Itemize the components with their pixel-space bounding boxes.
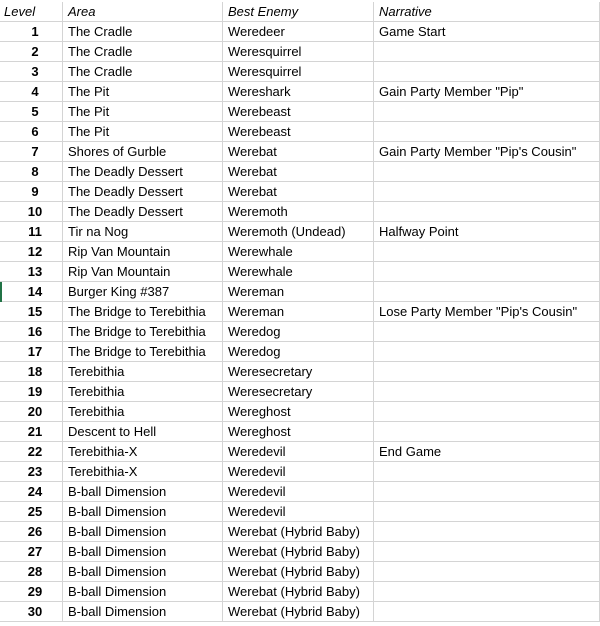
level-cell[interactable]: 18 — [0, 362, 63, 382]
best-enemy-cell[interactable]: Weredevil — [223, 442, 374, 462]
area-cell[interactable]: Terebithia — [63, 362, 223, 382]
level-cell[interactable]: 27 — [0, 542, 63, 562]
level-cell[interactable]: 5 — [0, 102, 63, 122]
best-enemy-cell[interactable]: Weredog — [223, 342, 374, 362]
level-cell[interactable]: 23 — [0, 462, 63, 482]
best-enemy-cell[interactable]: Wereman — [223, 282, 374, 302]
level-cell[interactable]: 24 — [0, 482, 63, 502]
area-cell[interactable]: B-ball Dimension — [63, 602, 223, 622]
area-cell[interactable]: Shores of Gurble — [63, 142, 223, 162]
area-cell[interactable]: The Pit — [63, 122, 223, 142]
narrative-cell[interactable] — [374, 482, 600, 502]
table-row — [0, 382, 600, 402]
table-row — [0, 462, 600, 482]
area-cell[interactable]: The Cradle — [63, 42, 223, 62]
level-cell[interactable]: 1 — [0, 22, 63, 42]
area-cell[interactable]: B-ball Dimension — [63, 482, 223, 502]
best-enemy-cell[interactable]: Werebat (Hybrid Baby) — [223, 562, 374, 582]
narrative-cell[interactable] — [374, 322, 600, 342]
narrative-cell[interactable] — [374, 202, 600, 222]
table-row — [0, 582, 600, 602]
narrative-cell[interactable] — [374, 522, 600, 542]
area-cell[interactable]: The Cradle — [63, 22, 223, 42]
best-enemy-cell[interactable]: Wereman — [223, 302, 374, 322]
level-cell[interactable]: 6 — [0, 122, 63, 142]
level-cell[interactable]: 13 — [0, 262, 63, 282]
area-cell[interactable]: Rip Van Mountain — [63, 262, 223, 282]
area-cell[interactable]: The Bridge to Terebithia — [63, 342, 223, 362]
table-row — [0, 322, 600, 342]
best-enemy-cell[interactable]: Weremoth (Undead) — [223, 222, 374, 242]
row-indicator — [0, 282, 2, 302]
area-cell[interactable]: Descent to Hell — [63, 422, 223, 442]
narrative-cell[interactable] — [374, 562, 600, 582]
area-cell[interactable]: The Bridge to Terebithia — [63, 322, 223, 342]
level-cell[interactable]: 15 — [0, 302, 63, 322]
best-enemy-cell[interactable]: Wereshark — [223, 82, 374, 102]
table-row — [0, 262, 600, 282]
table-row — [0, 102, 600, 122]
narrative-cell[interactable] — [374, 582, 600, 602]
narrative-cell[interactable] — [374, 122, 600, 142]
table-row — [0, 282, 600, 302]
best-enemy-cell[interactable]: Weredevil — [223, 482, 374, 502]
narrative-cell[interactable] — [374, 342, 600, 362]
area-cell[interactable]: B-ball Dimension — [63, 542, 223, 562]
area-cell[interactable]: Terebithia-X — [63, 442, 223, 462]
narrative-cell[interactable] — [374, 102, 600, 122]
table-row — [0, 522, 600, 542]
table-row — [0, 442, 600, 462]
table-row — [0, 562, 600, 582]
best-enemy-cell[interactable]: Wereghost — [223, 422, 374, 442]
level-cell[interactable]: 12 — [0, 242, 63, 262]
level-cell[interactable]: 26 — [0, 522, 63, 542]
best-enemy-cell[interactable]: Weredeer — [223, 22, 374, 42]
best-enemy-cell[interactable]: Werebat (Hybrid Baby) — [223, 522, 374, 542]
table-row — [0, 82, 600, 102]
area-cell[interactable]: Terebithia — [63, 402, 223, 422]
narrative-cell[interactable] — [374, 382, 600, 402]
narrative-cell[interactable] — [374, 242, 600, 262]
area-cell[interactable]: Terebithia — [63, 382, 223, 402]
best-enemy-cell[interactable]: Werebat (Hybrid Baby) — [223, 542, 374, 562]
narrative-cell[interactable] — [374, 602, 600, 622]
level-cell[interactable]: 22 — [0, 442, 63, 462]
area-cell[interactable]: Tir na Nog — [63, 222, 223, 242]
narrative-cell[interactable] — [374, 502, 600, 522]
best-enemy-cell[interactable]: Weredog — [223, 322, 374, 342]
area-cell[interactable]: B-ball Dimension — [63, 562, 223, 582]
level-cell[interactable]: 16 — [0, 322, 63, 342]
narrative-cell[interactable]: Game Start — [374, 22, 600, 42]
best-enemy-cell[interactable]: Wereghost — [223, 402, 374, 422]
level-cell[interactable]: 2 — [0, 42, 63, 62]
best-enemy-cell[interactable]: Weresecretary — [223, 362, 374, 382]
table-row — [0, 542, 600, 562]
best-enemy-cell[interactable]: Werebat (Hybrid Baby) — [223, 582, 374, 602]
narrative-cell[interactable] — [374, 182, 600, 202]
level-cell[interactable]: 21 — [0, 422, 63, 442]
best-enemy-cell[interactable]: Werebat — [223, 142, 374, 162]
level-cell[interactable]: 11 — [0, 222, 63, 242]
level-cell[interactable]: 20 — [0, 402, 63, 422]
narrative-cell[interactable] — [374, 402, 600, 422]
level-cell[interactable]: 14 — [0, 282, 63, 302]
table-row — [0, 62, 600, 82]
best-enemy-cell[interactable]: Weremoth — [223, 202, 374, 222]
narrative-cell[interactable] — [374, 162, 600, 182]
level-cell[interactable]: 10 — [0, 202, 63, 222]
level-cell[interactable]: 3 — [0, 62, 63, 82]
table-row — [0, 22, 600, 42]
area-cell[interactable]: Rip Van Mountain — [63, 242, 223, 262]
best-enemy-cell[interactable]: Werebat — [223, 162, 374, 182]
table-row — [0, 402, 600, 422]
area-cell[interactable]: Terebithia-X — [63, 462, 223, 482]
best-enemy-cell[interactable]: Weresquirrel — [223, 42, 374, 62]
best-enemy-cell[interactable]: Weredevil — [223, 462, 374, 482]
narrative-cell[interactable] — [374, 282, 600, 302]
table-row — [0, 342, 600, 362]
narrative-cell[interactable]: Lose Party Member "Pip's Cousin" — [374, 302, 600, 322]
table-row — [0, 182, 600, 202]
table-row — [0, 602, 600, 622]
best-enemy-cell[interactable]: Werebeast — [223, 122, 374, 142]
table-row — [0, 222, 600, 242]
table-row — [0, 162, 600, 182]
best-enemy-cell[interactable]: Weredevil — [223, 502, 374, 522]
narrative-cell[interactable] — [374, 422, 600, 442]
level-cell[interactable]: 28 — [0, 562, 63, 582]
area-cell[interactable]: The Cradle — [63, 62, 223, 82]
header-area[interactable]: Area — [63, 2, 223, 22]
table-row — [0, 482, 600, 502]
table-row — [0, 242, 600, 262]
table-row — [0, 422, 600, 442]
narrative-cell[interactable] — [374, 62, 600, 82]
table-row — [0, 502, 600, 522]
level-cell[interactable]: 7 — [0, 142, 63, 162]
level-cell[interactable]: 25 — [0, 502, 63, 522]
best-enemy-cell[interactable]: Werebat — [223, 182, 374, 202]
table-row — [0, 302, 600, 322]
narrative-cell[interactable]: Gain Party Member "Pip's Cousin" — [374, 142, 600, 162]
best-enemy-cell[interactable]: Weresecretary — [223, 382, 374, 402]
level-cell[interactable]: 30 — [0, 602, 63, 622]
area-cell[interactable]: B-ball Dimension — [63, 522, 223, 542]
header-best-enemy[interactable]: Best Enemy — [223, 2, 374, 22]
area-cell[interactable]: The Bridge to Terebithia — [63, 302, 223, 322]
area-cell[interactable]: B-ball Dimension — [63, 502, 223, 522]
level-cell[interactable]: 17 — [0, 342, 63, 362]
level-cell[interactable]: 4 — [0, 82, 63, 102]
area-cell[interactable]: B-ball Dimension — [63, 582, 223, 602]
table-row — [0, 122, 600, 142]
narrative-cell[interactable]: Halfway Point — [374, 222, 600, 242]
narrative-cell[interactable]: End Game — [374, 442, 600, 462]
area-cell[interactable]: The Deadly Dessert — [63, 202, 223, 222]
header-narrative[interactable]: Narrative — [374, 2, 600, 22]
narrative-cell[interactable] — [374, 362, 600, 382]
level-cell[interactable]: 9 — [0, 182, 63, 202]
header-level[interactable]: Level — [0, 2, 63, 22]
narrative-cell[interactable]: Gain Party Member "Pip" — [374, 82, 600, 102]
narrative-cell[interactable] — [374, 542, 600, 562]
table-row — [0, 42, 600, 62]
header-row — [0, 2, 600, 22]
level-cell[interactable]: 8 — [0, 162, 63, 182]
area-cell[interactable]: The Deadly Dessert — [63, 182, 223, 202]
narrative-cell[interactable] — [374, 462, 600, 482]
level-cell[interactable]: 29 — [0, 582, 63, 602]
area-cell[interactable]: The Deadly Dessert — [63, 162, 223, 182]
best-enemy-cell[interactable]: Werebeast — [223, 102, 374, 122]
best-enemy-cell[interactable]: Weresquirrel — [223, 62, 374, 82]
best-enemy-cell[interactable]: Werewhale — [223, 262, 374, 282]
table-row — [0, 362, 600, 382]
level-cell[interactable]: 19 — [0, 382, 63, 402]
best-enemy-cell[interactable]: Werebat (Hybrid Baby) — [223, 602, 374, 622]
table-row — [0, 142, 600, 162]
area-cell[interactable]: Burger King #387 — [63, 282, 223, 302]
area-cell[interactable]: The Pit — [63, 82, 223, 102]
narrative-cell[interactable] — [374, 262, 600, 282]
area-cell[interactable]: The Pit — [63, 102, 223, 122]
best-enemy-cell[interactable]: Werewhale — [223, 242, 374, 262]
table-row — [0, 202, 600, 222]
narrative-cell[interactable] — [374, 42, 600, 62]
